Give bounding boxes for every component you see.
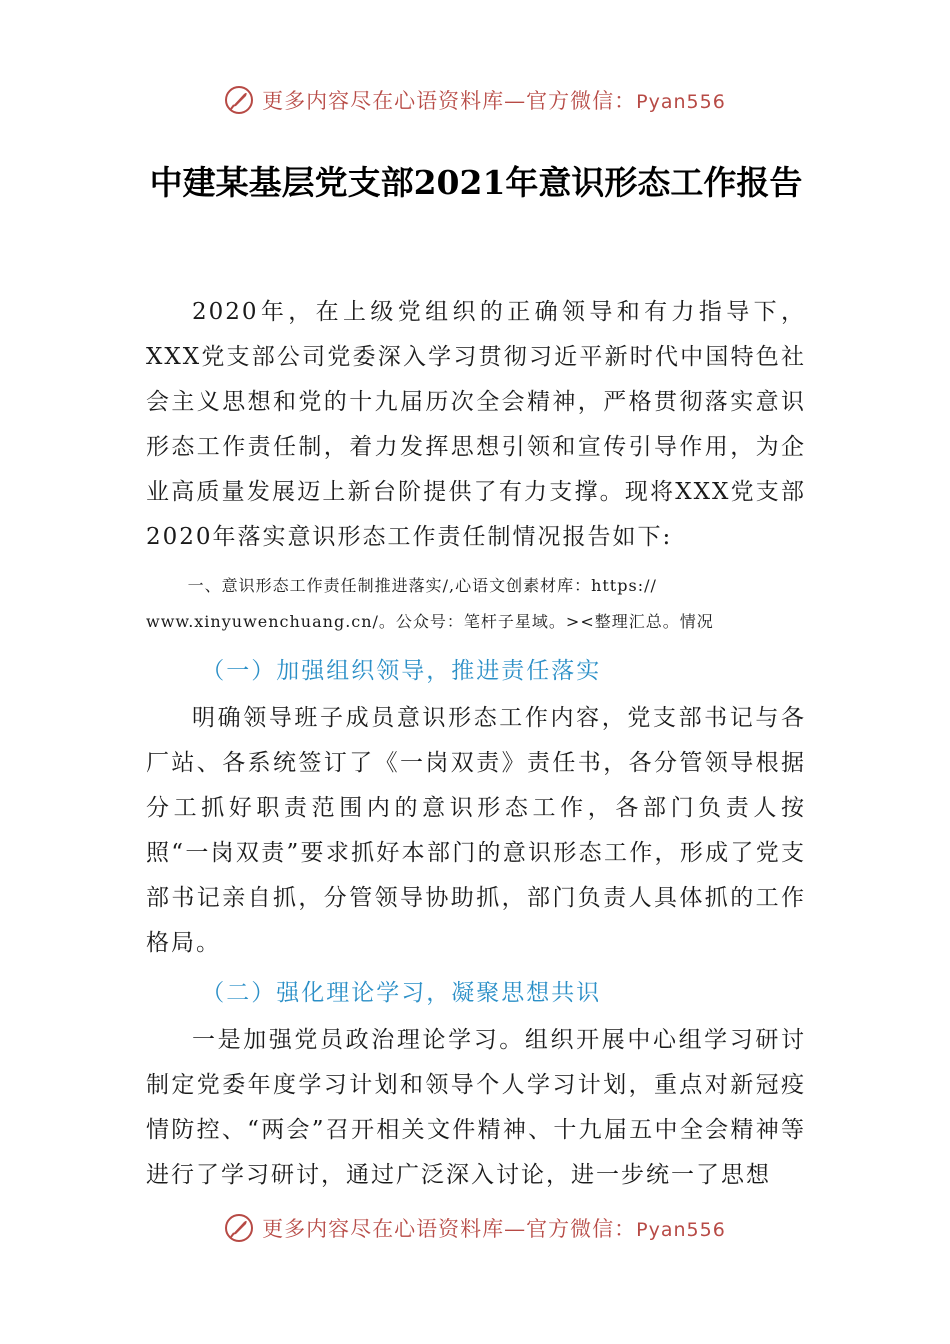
document-body: [146, 290, 806, 1198]
paragraph-1: 明确领导班子成员意识形态工作内容，党支部书记与各厂站、各系统签订了《一岗双责》责任书，各分管领导根据分工抓好职责范围内的意识形态工作，各部门负责人按照“一岗双责”要求抓好本部门的意识形态工作，形成了党支部书记亲自抓，分管领导协助抓，部门负责人具体抓的工作格局。: [146, 705, 806, 956]
section1-line2: www.xinyuwenchuang.cn/。公众号：笔杆子星域。><整理汇总。情况: [146, 612, 714, 631]
watermark-wechat: Pyan556: [636, 91, 726, 113]
watermark-banner-bottom: [0, 1208, 950, 1248]
paragraph-2: 一是加强党员政治理论学习。组织开展中心组学习研讨制定党委年度学习计划和领导个人学习计划，重点对新冠疫情防控、“两会”召开相关文件精神、十九届五中全会精神等进行了学习研讨，通过广泛深入讨论，进一步统一了思想: [146, 1027, 806, 1188]
quill-circle-icon: [224, 1213, 254, 1243]
watermark-text: [262, 1213, 726, 1243]
document-title: 中建某基层党支部2021年意识形态工作报告: [149, 163, 803, 202]
intro-paragraph: 2020年，在上级党组织的正确领导和有力指导下，XXX党支部公司党委深入学习贯彻习近平新时代中国特色社会主义思想和党的十九届历次全会精神，严格贯彻落实意识形态工作责任制，着力发挥思想引领和宣传引导作用，为企业高质量发展迈上新台阶提供了有力支撑。现将XXX党支部2020年落实意识形态工作责任制情况报告如下:: [146, 299, 806, 550]
section1-line1: 一、意识形态工作责任制推进落实/,心语文创素材库：https://: [187, 576, 657, 595]
section-heading-2: （二）强化理论学习，凝聚思想共识: [201, 980, 602, 1006]
section-heading-1: （一）加强组织领导，推进责任落实: [201, 658, 602, 684]
watermark-label: 更多内容尽在心语资料库—官方微信：: [262, 89, 637, 113]
quill-circle-icon: [224, 85, 254, 115]
watermark-text: [262, 85, 726, 115]
watermark-banner-top: [0, 80, 950, 120]
watermark-wechat: Pyan556: [636, 1219, 726, 1241]
watermark-label: 更多内容尽在心语资料库—官方微信：: [262, 1217, 637, 1241]
